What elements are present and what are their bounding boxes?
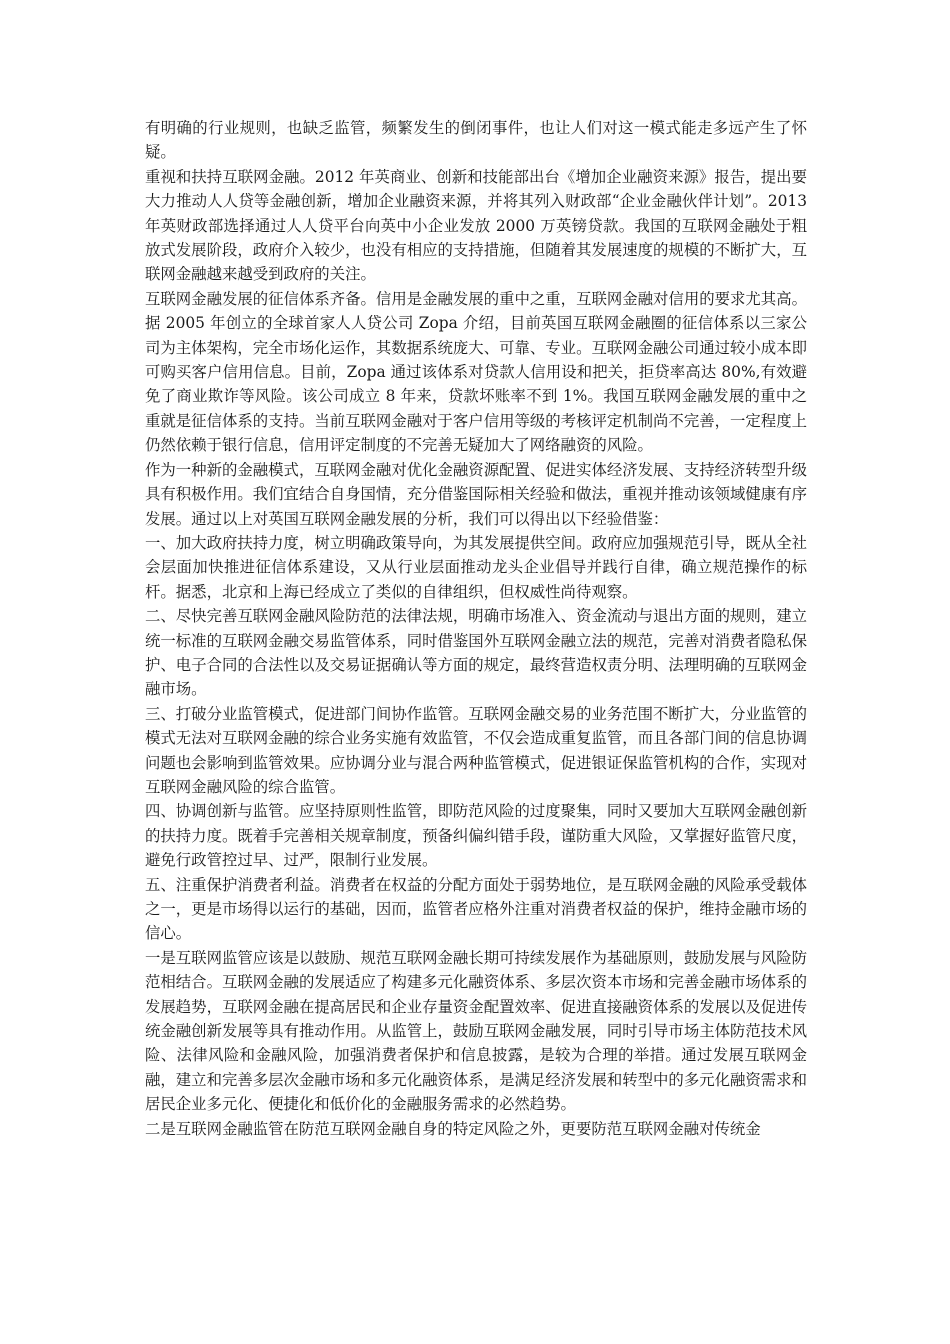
- paragraph-1: 有明确的行业规则，也缺乏监管，频繁发生的倒闭事件，也让人们对这一模式能走多远产生了怀疑。: [145, 119, 807, 162]
- paragraph-5: 一、加大政府扶持力度，树立明确政策导向，为其发展提供空间。政府应加强规范引导，既从全社会层面加快推进征信体系建设，又从行业层面推动龙头企业倡导并践行自律，确立规范操作的标杆。据悉，北京和上海已经成立了类似的自律组织，但权威性尚待观察。: [145, 533, 807, 601]
- paragraph-8: 四、协调创新与监管。应坚持原则性监管，即防范风险的过度聚集，同时又要加大互联网金融创新的扶持力度。既着手完善相关规章制度，预备纠偏纠错手段，谨防重大风险，又掌握好监管尺度，避免行政管控过早、过严，限制行业发展。: [145, 802, 807, 870]
- paragraph-6: 二、尽快完善互联网金融风险防范的法律法规，明确市场准入、资金流动与退出方面的规则，建立统一标准的互联网金融交易监管体系，同时借鉴国外互联网金融立法的规范，完善对消费者隐私保护、电子合同的合法性以及交易证据确认等方面的规定，最终营造权责分明、法理明确的互联网金融市场。: [145, 607, 807, 699]
- paragraph-10: 一是互联网监管应该是以鼓励、规范互联网金融长期可持续发展作为基础原则，鼓励发展与风险防范相结合。互联网金融的发展适应了构建多元化融资体系、多层次资本市场和完善金融市场体系的发展趋势，互联网金融在提高居民和企业存量资金配置效率、促进直接融资体系的发展以及促进传统金融创新发展等具有推动作用。从监管上，鼓励互联网金融发展，同时引导市场主体防范技术风险、法律风险和金融风险，加强消费者保护和信息披露，是较为合理的举措。通过发展互联网金融，建立和完善多层次金融市场和多元化融资体系，是满足经济发展和转型中的多元化融资需求和居民企业多元化、便捷化和低价化的金融服务需求的必然趋势。: [145, 948, 807, 1114]
- paragraph-4: 作为一种新的金融模式，互联网金融对优化金融资源配置、促进实体经济发展、支持经济转型升级具有积极作用。我们宜结合自身国情，充分借鉴国际相关经验和做法，重视并推动该领域健康有序发展。通过以上对英国互联网金融发展的分析，我们可以得出以下经验借鉴：: [145, 460, 807, 528]
- paragraph-2: 重视和扶持互联网金融。2012 年英商业、创新和技能部出台《增加企业融资来源》报告，提出要大力推动人人贷等金融创新，增加企业融资来源，并将其列入财政部“企业金融伙伴计划”。2013 年英财政部选择通过人人贷平台向英中小企业发放 2000 万英镑贷款。我国的互联网金融处于粗放式发展阶段，政府介入较少，也没有相应的支持措施，但随着其发展速度的规模的不断扩大，互联网金融越来越受到政府的关注。: [145, 167, 807, 284]
- paragraph-7: 三、打破分业监管模式，促进部门间协作监管。互联网金融交易的业务范围不断扩大，分业监管的模式无法对互联网金融的综合业务实施有效监管，不仅会造成重复监管，而且各部门间的信息协调问题也会影响到监管效果。应协调分业与混合两种监管模式，促进银证保监管机构的合作，实现对互联网金融风险的综合监管。: [145, 704, 807, 796]
- document-body: [145, 116, 807, 1141]
- paragraph-3: 互联网金融发展的征信体系齐备。信用是金融发展的重中之重，互联网金融对信用的要求尤其高。据 2005 年创立的全球首家人人贷公司 Zopa 介绍，目前英国互联网金融圈的征信体系以三家公司为主体架构，完全市场化运作，其数据系统庞大、可靠、专业。互联网金融公司通过较小成本即可购买客户信用信息。目前，Zopa 通过该体系对贷款人信用设和把关，拒贷率高达 80%,有效避免了商业欺诈等风险。该公司成立 8 年来，贷款坏账率不到 1%。我国互联网金融发展的重中之重就是征信体系的支持。当前互联网金融对于客户信用等级的考核评定机制尚不完善，一定程度上仍然依赖于银行信息，信用评定制度的不完善无疑加大了网络融资的风险。: [145, 289, 807, 455]
- paragraph-11: 二是互联网金融监管在防范互联网金融自身的特定风险之外，更要防范互联网金融对传统金: [145, 1119, 761, 1138]
- paragraph-9: 五、注重保护消费者利益。消费者在权益的分配方面处于弱势地位，是互联网金融的风险承受载体之一，更是市场得以运行的基础，因而，监管者应格外注重对消费者权益的保护，维持金融市场的信心。: [145, 875, 807, 943]
